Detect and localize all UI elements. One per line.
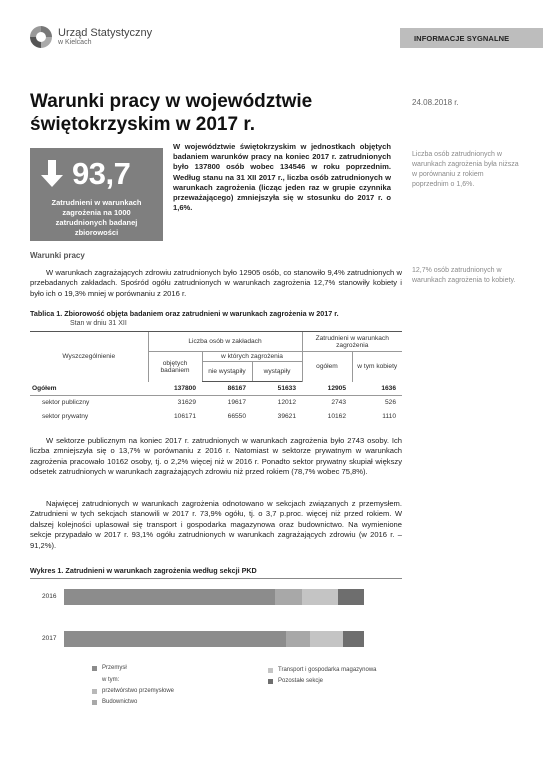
table-header: Liczba osób w zakładach	[148, 332, 302, 352]
chart-title: Wykres 1. Zatrudnieni w warunkach zagrożenia według sekcji PKD	[30, 566, 257, 575]
table-header: w których zagrożenia	[202, 352, 302, 362]
sidenote: Liczba osób zatrudnionych w warunkach zagrożenia była niższa w porównaniu z rokiem poprzednim o 1,6%.	[412, 151, 519, 188]
table-header: Wyszczególnienie	[30, 332, 148, 382]
table-cell: 66550	[227, 413, 246, 420]
table-title: Tablica 1. Zbiorowość objęta badaniem oraz zatrudnieni w warunkach zagrożenia w 2017 r.	[30, 309, 339, 318]
bar-segment	[310, 631, 344, 647]
table-cell: 526	[384, 399, 396, 407]
section-heading: Warunki pracy	[30, 251, 85, 260]
body-paragraph: Najwięcej zatrudnionych w warunkach zagrożenia odnotowano w sekcjach związanych z przemysłem. Zatrudnieni w tych sekcjach stanowili w 2017 r. 73,9% ogółu, tj. o 3,7 p.proc. więcej niż przed rokiem. W dalszej kolejności uplasował się transport i gospodarka magazynowa oraz budownictwo. Na wymienione sekcje przypadało w 2017 r. 93,1% ogółu zatrudnionych w warunkach zagrażających zdrowiu (w 2016 r. – 91,2%).	[30, 499, 402, 550]
legend-label: w tym:	[102, 677, 120, 683]
table-cell: 12905	[302, 382, 352, 396]
data-table	[30, 331, 402, 424]
legend-item	[268, 667, 377, 673]
legend-label: Pozostałe sekcje	[278, 678, 324, 684]
table-cell: Ogółem	[30, 382, 148, 396]
table-cell: 86167	[202, 382, 252, 396]
body-paragraph: W sektorze publicznym na koniec 2017 r. zatrudnionych w warunkach zagrożenia było 2743 osoby. Ich liczba zmniejszyła się o 13,7% w porównaniu z 2016 r. Natomiast w sektorze prywatnym w warunkach zagrożenia pracowało 10162 osoby, tj. o 2,2% więcej niż w 2016 r. Ponadto sektor prywatny skupiał większy odsetek zatrudnionych w warunkach zagrażających zdrowiu niż przed rokiem (78,7% wobec 75,8%).	[30, 436, 402, 477]
table-row	[30, 382, 402, 396]
bar-2017	[64, 631, 364, 647]
table-header: objętych badaniem	[148, 352, 202, 382]
table-header: wystąpiły	[252, 362, 302, 382]
kpi-caption: Zatrudnieni w warunkach zagrożenia na 1000 zatrudnionych badanej zbiorowości	[51, 198, 142, 237]
legend-item	[102, 677, 119, 683]
table-row	[30, 410, 402, 424]
legend-item	[92, 688, 174, 694]
kpi-value: 93,7	[72, 156, 131, 191]
bar-category-label: 2016	[42, 593, 57, 600]
logo	[30, 26, 152, 48]
stacked-bar-chart	[30, 578, 402, 756]
legend-item	[92, 699, 137, 705]
bar-segment	[64, 631, 286, 647]
legend-label: Przemysł	[102, 665, 127, 671]
legend-item	[92, 665, 127, 671]
legend-item	[268, 678, 323, 684]
legend-label: Budownictwo	[102, 699, 138, 705]
legend-swatch	[92, 700, 97, 705]
table-row	[30, 396, 402, 410]
bar-segment	[275, 589, 302, 605]
table-header: Zatrudnieni w warunkach zagrożenia	[302, 332, 402, 352]
bar-category-label: 2017	[42, 635, 57, 642]
legend-swatch	[268, 679, 273, 684]
legend-label: przetwórstwo przemysłowe	[102, 688, 175, 694]
logo-mark-icon	[30, 26, 52, 48]
table-cell: 106171	[173, 413, 196, 420]
table-cell: 39621	[277, 413, 296, 420]
bar-segment	[338, 589, 364, 605]
bar-2016	[64, 589, 364, 605]
table-cell: 2743	[331, 399, 346, 407]
table-cell: 137800	[148, 382, 202, 396]
page-title: Warunki pracy w województwie świętokrzyskim w 2017 r.	[30, 91, 313, 135]
logo-name: Urząd Statystyczny	[58, 27, 153, 40]
legend-swatch	[92, 666, 97, 671]
table-cell: 10162	[327, 413, 346, 420]
table-cell: 19617	[227, 399, 246, 407]
legend-label: Transport i gospodarka magazynowa	[278, 667, 377, 673]
logo-sub: w Kielcach	[58, 39, 92, 47]
publication-type-badge: INFORMACJE SYGNALNE	[400, 28, 543, 48]
table-cell: 51633	[252, 382, 302, 396]
table-cell: 31629	[177, 399, 196, 407]
table-header: w tym kobiety	[352, 352, 402, 382]
table-cell: sektor prywatny	[42, 413, 89, 420]
table-cell: 1636	[352, 382, 402, 396]
kpi-box	[30, 148, 163, 241]
table-header: ogółem	[302, 352, 352, 382]
legend-swatch	[268, 668, 273, 673]
table-header: nie wystąpiły	[202, 362, 252, 382]
table-cell: 12012	[277, 399, 296, 407]
body-paragraph: W warunkach zagrażających zdrowiu zatrudnionych było 12905 osób, co stanowiło 9,4% zatrudnionych w przebadanych zakładach. Spośród ogółu zatrudnionych w warunkach zagrożenia 12,7% stanowiły kobiety i było ich o 19,3% mniej w porównaniu z 2016 r.	[30, 268, 402, 298]
table-subtitle: Stan w dniu 31 XII	[70, 320, 127, 327]
bar-segment	[64, 589, 275, 605]
legend-swatch	[92, 689, 97, 694]
bar-segment	[343, 631, 364, 647]
bar-segment	[302, 589, 338, 605]
bar-segment	[286, 631, 310, 647]
arrow-down-icon	[39, 160, 65, 188]
lead-paragraph: W województwie świętokrzyskim w jednostkach objętych badaniem warunków pracy na koniec 2017 r. zatrudnionych było 137800 osób wobec 134546 w roku poprzednim. Według stanu na 31 XII 2017 r., liczba osób zatrudnionych w warunkach zagrożenia (licząc jeden raz w grupie czynnika przeważającego) zmniejszyła się w stosunku do 2017 r. o 1,6%.	[173, 142, 391, 213]
publication-date: 24.08.2018 r.	[412, 98, 459, 107]
sidenote: 12,7% osób zatrudnionych w warunkach zagrożenia to kobiety.	[412, 267, 516, 284]
table-cell: sektor publiczny	[42, 399, 90, 407]
table-cell: 1110	[382, 413, 396, 420]
